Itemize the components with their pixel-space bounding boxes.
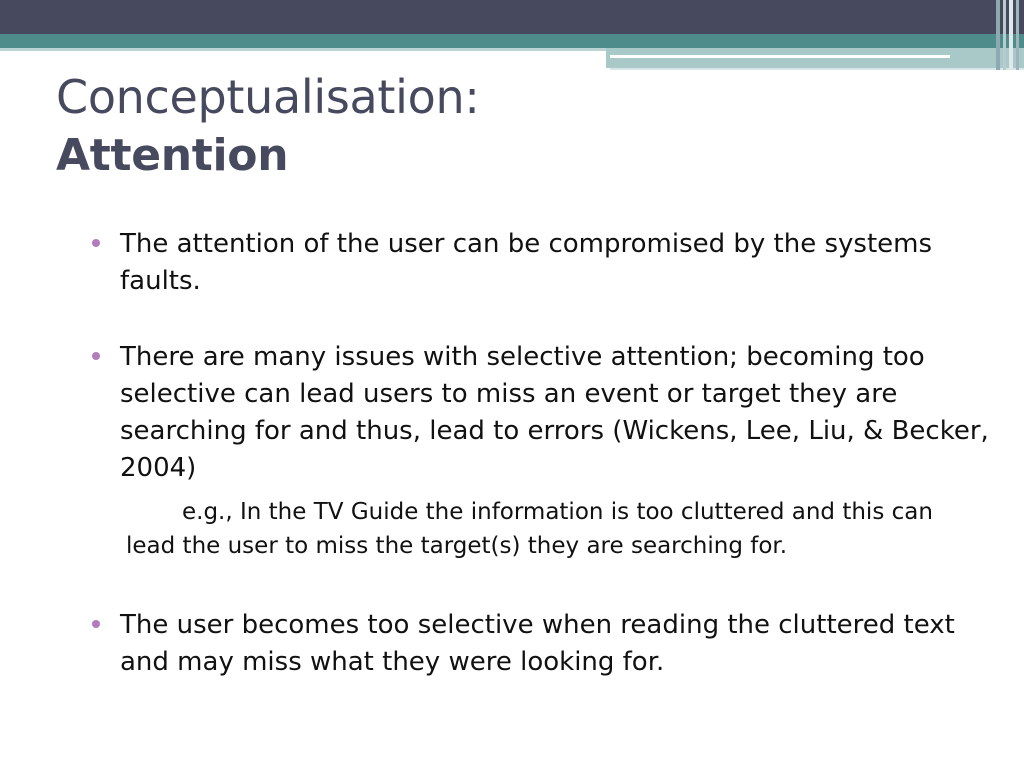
stripe-1 bbox=[996, 0, 1000, 70]
bullet-text: There are many issues with selective attention; becoming too selective can lead users to miss an event or target they are searching for and thus, lead to errors (Wickens, Lee, Liu, & Becker, 2004) bbox=[120, 342, 989, 483]
bullet-text: The attention of the user can be compromised by the systems faults. bbox=[120, 229, 933, 296]
bullet-dot-icon bbox=[92, 352, 100, 360]
header-bar-teal-light bbox=[0, 48, 608, 51]
stripe-2 bbox=[1003, 0, 1006, 70]
header-bar-teal bbox=[0, 34, 1024, 48]
bullet-dot-icon bbox=[92, 620, 100, 628]
header-tab-line bbox=[610, 55, 950, 58]
bullet-item bbox=[90, 607, 990, 681]
slide-title bbox=[56, 68, 956, 186]
header-bar-dark bbox=[0, 0, 1024, 34]
stripe-3 bbox=[1009, 0, 1013, 70]
bullet-text: The user becomes too selective when reading the cluttered text and may miss what they were looking for. bbox=[120, 610, 955, 677]
stripe-4 bbox=[1016, 0, 1019, 70]
example-text: e.g., In the TV Guide the information is too cluttered and this can lead the user to miss the target(s) they are searching for. bbox=[126, 499, 933, 559]
bullet-item bbox=[90, 339, 990, 487]
bullet-dot-icon bbox=[92, 239, 100, 247]
header-tab-light bbox=[606, 48, 1024, 68]
slide-content bbox=[90, 226, 990, 681]
title-line-2: Attention bbox=[56, 130, 289, 181]
title-line-1: Conceptualisation: bbox=[56, 70, 480, 124]
example-paragraph bbox=[90, 495, 976, 563]
bullet-item bbox=[90, 226, 990, 300]
